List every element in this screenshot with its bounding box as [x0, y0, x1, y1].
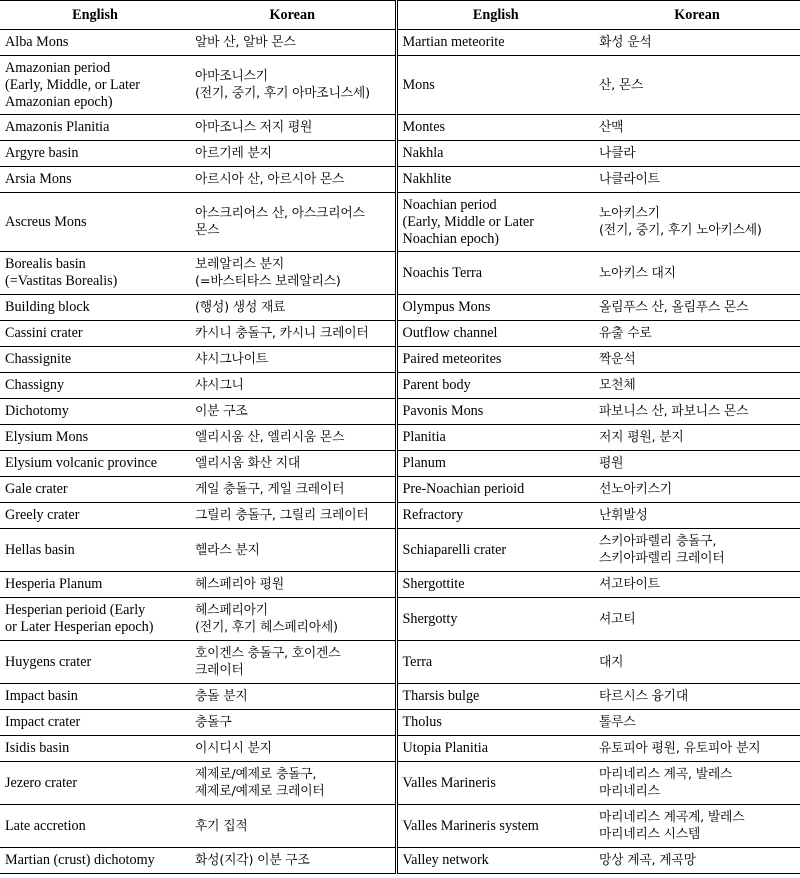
table-row	[0, 451, 800, 477]
term-korean-right: 올림푸스 산, 올림푸스 몬스	[594, 295, 800, 321]
term-english-right: Nakhla	[396, 141, 594, 167]
table-row	[0, 598, 800, 641]
term-english-right: Paired meteorites	[396, 347, 594, 373]
term-english-left: Greely crater	[0, 503, 190, 529]
term-korean-left: 아마조니스 저지 평원	[190, 115, 396, 141]
term-english-left: Hesperia Planum	[0, 572, 190, 598]
term-english-left: Hesperian perioid (Early or Later Hesperian epoch)	[0, 598, 190, 641]
term-korean-left: 아스크리어스 산, 아스크리어스 몬스	[190, 193, 396, 252]
term-korean-right: 대지	[594, 641, 800, 684]
term-english-left: Building block	[0, 295, 190, 321]
term-english-right: Valles Marineris system	[396, 805, 594, 848]
table-row	[0, 641, 800, 684]
term-korean-right: 저지 평원, 분지	[594, 425, 800, 451]
term-korean-right: 노아키스기 (전기, 중기, 후기 노아키스세)	[594, 193, 800, 252]
term-english-left: Hellas basin	[0, 529, 190, 572]
term-english-left: Isidis basin	[0, 736, 190, 762]
table-row	[0, 30, 800, 56]
header-english-left: English	[0, 1, 190, 30]
term-english-left: Elysium volcanic province	[0, 451, 190, 477]
table-row	[0, 56, 800, 115]
term-english-left: Dichotomy	[0, 399, 190, 425]
term-english-left: Gale crater	[0, 477, 190, 503]
term-korean-right: 산, 몬스	[594, 56, 800, 115]
table-row	[0, 347, 800, 373]
header-english-right: English	[396, 1, 594, 30]
term-english-left: Amazonian period (Early, Middle, or Later Amazonian epoch)	[0, 56, 190, 115]
term-korean-right: 파보니스 산, 파보니스 몬스	[594, 399, 800, 425]
term-english-left: Late accretion	[0, 805, 190, 848]
term-korean-left: 이분 구조	[190, 399, 396, 425]
term-english-left: Alba Mons	[0, 30, 190, 56]
term-korean-left: 샤시그나이트	[190, 347, 396, 373]
term-korean-right: 마리네리스 계곡계, 발레스 마리네리스 시스템	[594, 805, 800, 848]
term-korean-left: 아마조니스기 (전기, 중기, 후기 아마조니스세)	[190, 56, 396, 115]
term-korean-left: 후기 집적	[190, 805, 396, 848]
term-english-right: Refractory	[396, 503, 594, 529]
term-korean-right: 산맥	[594, 115, 800, 141]
term-korean-right: 유토피아 평원, 유토피아 분지	[594, 736, 800, 762]
term-english-left: Arsia Mons	[0, 167, 190, 193]
term-english-left: Cassini crater	[0, 321, 190, 347]
term-english-right: Martian meteorite	[396, 30, 594, 56]
term-english-left: Amazonis Planitia	[0, 115, 190, 141]
table-row	[0, 399, 800, 425]
term-english-left: Impact basin	[0, 684, 190, 710]
table-row	[0, 321, 800, 347]
term-english-left: Huygens crater	[0, 641, 190, 684]
term-english-left: Chassignite	[0, 347, 190, 373]
term-english-left: Impact crater	[0, 710, 190, 736]
term-english-right: Valles Marineris	[396, 762, 594, 805]
term-korean-right: 마리네리스 계곡, 발레스 마리네리스	[594, 762, 800, 805]
term-korean-right: 노아키스 대지	[594, 252, 800, 295]
term-korean-left: 아르시아 산, 아르시아 몬스	[190, 167, 396, 193]
table-row	[0, 848, 800, 874]
term-korean-right: 모천체	[594, 373, 800, 399]
term-korean-left: 아르기레 분지	[190, 141, 396, 167]
term-english-right: Pre-Noachian perioid	[396, 477, 594, 503]
table-row	[0, 503, 800, 529]
table-row	[0, 684, 800, 710]
term-english-right: Olympus Mons	[396, 295, 594, 321]
term-korean-right: 화성 운석	[594, 30, 800, 56]
term-english-right: Tharsis bulge	[396, 684, 594, 710]
table-row	[0, 572, 800, 598]
table-row	[0, 115, 800, 141]
term-english-right: Planitia	[396, 425, 594, 451]
term-english-left: Ascreus Mons	[0, 193, 190, 252]
term-english-left: Argyre basin	[0, 141, 190, 167]
table-row	[0, 736, 800, 762]
term-english-left: Elysium Mons	[0, 425, 190, 451]
term-english-left: Borealis basin (=Vastitas Borealis)	[0, 252, 190, 295]
header-row	[0, 1, 800, 30]
term-english-right: Shergottite	[396, 572, 594, 598]
term-korean-right: 나클라	[594, 141, 800, 167]
term-english-right: Valley network	[396, 848, 594, 874]
table-row	[0, 295, 800, 321]
table-row	[0, 529, 800, 572]
term-korean-left: 화성(지각) 이분 구조	[190, 848, 396, 874]
term-korean-right: 선노아키스기	[594, 477, 800, 503]
term-korean-left: 헤스페리아기 (전기, 후기 헤스페리아세)	[190, 598, 396, 641]
term-korean-left: 제제로/예제로 충돌구, 제제로/예제로 크레이터	[190, 762, 396, 805]
header-korean-left: Korean	[190, 1, 396, 30]
table-row	[0, 373, 800, 399]
term-english-right: Noachian period (Early, Middle or Later Noachian epoch)	[396, 193, 594, 252]
term-english-right: Tholus	[396, 710, 594, 736]
table-row	[0, 252, 800, 295]
term-english-left: Chassigny	[0, 373, 190, 399]
term-english-right: Schiaparelli crater	[396, 529, 594, 572]
term-english-left: Jezero crater	[0, 762, 190, 805]
term-korean-right: 셔고티	[594, 598, 800, 641]
term-korean-left: 엘리시움 화산 지대	[190, 451, 396, 477]
term-english-right: Noachis Terra	[396, 252, 594, 295]
term-english-right: Shergotty	[396, 598, 594, 641]
term-english-right: Terra	[396, 641, 594, 684]
term-korean-left: 호이겐스 충돌구, 호이겐스 크레이터	[190, 641, 396, 684]
term-english-right: Planum	[396, 451, 594, 477]
term-korean-right: 난휘발성	[594, 503, 800, 529]
term-korean-left: 헤스페리아 평원	[190, 572, 396, 598]
term-korean-left: 샤시그니	[190, 373, 396, 399]
term-english-right: Outflow channel	[396, 321, 594, 347]
term-korean-right: 평원	[594, 451, 800, 477]
table-row	[0, 141, 800, 167]
table-row	[0, 193, 800, 252]
term-korean-left: 엘리시움 산, 엘리시움 몬스	[190, 425, 396, 451]
table-row	[0, 710, 800, 736]
term-english-right: Nakhlite	[396, 167, 594, 193]
glossary-rows	[0, 30, 800, 874]
term-korean-right: 스키아파렐리 충돌구, 스키아파렐리 크레이터	[594, 529, 800, 572]
term-korean-right: 타르시스 융기대	[594, 684, 800, 710]
term-korean-right: 셔고타이트	[594, 572, 800, 598]
term-korean-left: 보레알리스 분지 (=바스티타스 보레알리스)	[190, 252, 396, 295]
term-korean-right: 짝운석	[594, 347, 800, 373]
term-korean-left: 헬라스 분지	[190, 529, 396, 572]
term-korean-left: 충돌구	[190, 710, 396, 736]
table-row	[0, 167, 800, 193]
term-korean-left: 알바 산, 알바 몬스	[190, 30, 396, 56]
term-korean-right: 망상 계곡, 계곡망	[594, 848, 800, 874]
term-korean-left: 그릴리 충돌구, 그릴리 크레이터	[190, 503, 396, 529]
term-korean-left: (행성) 생성 재료	[190, 295, 396, 321]
table-row	[0, 477, 800, 503]
term-english-right: Mons	[396, 56, 594, 115]
term-korean-left: 이시디시 분지	[190, 736, 396, 762]
term-english-right: Parent body	[396, 373, 594, 399]
term-korean-left: 충돌 분지	[190, 684, 396, 710]
table-row	[0, 762, 800, 805]
term-english-right: Montes	[396, 115, 594, 141]
term-english-right: Utopia Planitia	[396, 736, 594, 762]
header-korean-right: Korean	[594, 1, 800, 30]
term-english-right: Pavonis Mons	[396, 399, 594, 425]
term-english-left: Martian (crust) dichotomy	[0, 848, 190, 874]
table-row	[0, 425, 800, 451]
term-korean-left: 게일 충돌구, 게일 크레이터	[190, 477, 396, 503]
term-korean-right: 유출 수로	[594, 321, 800, 347]
term-korean-right: 톨루스	[594, 710, 800, 736]
term-korean-left: 카시니 충돌구, 카시니 크레이터	[190, 321, 396, 347]
table-row	[0, 805, 800, 848]
term-korean-right: 나클라이트	[594, 167, 800, 193]
